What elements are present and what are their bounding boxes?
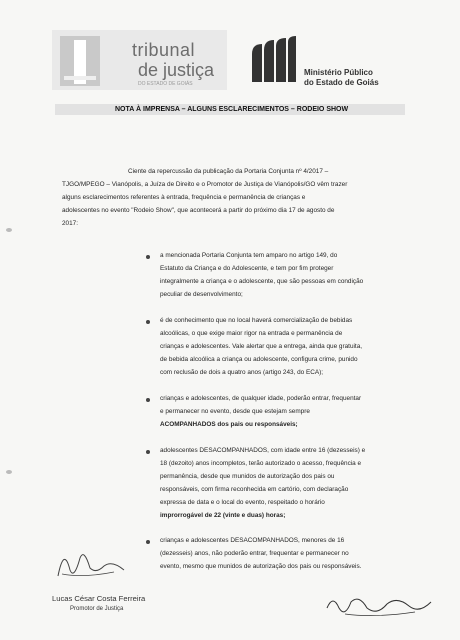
intro-line-2: TJGO/MPEGO – Vianópolis, a Juíza de Direito e o Promotor de Justiça de Vianópolis/GO vêm trazer xyxy=(62,181,348,188)
tj-title-line1: tribunal xyxy=(132,40,196,60)
item-4-line-4: responsáveis, com firma reconhecida em cartório, com declaração xyxy=(160,486,349,493)
item-2-line-3: crianças e adolescentes. Vale alertar que a entrega, ainda que gratuita, xyxy=(160,343,363,350)
item-3-line-3: ACOMPANHADOS dos pais ou responsáveis; xyxy=(160,421,298,428)
item-4-line-1: adolescentes DESACOMPANHADOS, com idade entre 16 (dezesseis) e xyxy=(160,447,366,454)
item-2-line-2: alcoólicas, o que exige maior rigor na entrada e permanência de xyxy=(160,330,343,337)
mp-name: Ministério Público do Estado de Goiás xyxy=(304,68,379,87)
item-2-line-4: de bebida alcoólica a criança ou adolescente, configura crime, punido xyxy=(160,356,358,363)
item-5-line-1: crianças e adolescentes DESACOMPANHADOS, menores de 16 xyxy=(160,537,345,544)
bullet xyxy=(146,398,150,402)
item-1-line-1: a mencionada Portaria Conjunta tem amparo no artigo 149, do xyxy=(160,252,338,259)
punch-hole xyxy=(6,470,12,474)
item-5-line-3: evento, mesmo que munidos de autorização dos pais ou responsáveis. xyxy=(160,563,362,570)
intro-line-3: alguns esclarecimentos referentes à entrada, frequência e permanência de crianças e xyxy=(62,194,306,201)
document-title: NOTA À IMPRENSA – ALGUNS ESCLARECIMENTOS – RODEIO SHOW xyxy=(115,106,349,113)
bullet xyxy=(146,450,150,454)
signature-left-scribble xyxy=(54,540,134,580)
item-2-line-1: é de conhecimento que no local haverá comercialização de bebidas xyxy=(160,317,353,324)
item-1-line-4: peculiar de desenvolvimento; xyxy=(160,291,243,298)
signature-left-name: Lucas César Costa Ferreira xyxy=(52,594,146,603)
tj-logo xyxy=(52,30,227,90)
tj-emblem-icon xyxy=(60,36,100,86)
item-3-line-1: crianças e adolescentes, de qualquer idade, poderão entrar, frequentar xyxy=(160,395,362,402)
item-4-line-5: expressa de data e o local do evento, respeitado o horário xyxy=(160,499,325,506)
bullet xyxy=(146,255,150,259)
bullet xyxy=(146,540,150,544)
item-1-line-2: Estatuto da Criança e do Adolescente, e tem por fim proteger xyxy=(160,265,334,272)
intro-line-5: 2017: xyxy=(62,220,78,227)
item-3-line-2: e permanecer no evento, desde que estejam sempre xyxy=(160,408,310,415)
item-4-line-6: improrrogável de 22 (vinte e duas) horas; xyxy=(160,512,286,519)
signature-left-role: Promotor de Justiça xyxy=(70,606,124,612)
item-2-line-5: com reclusão de dois a quatro anos (artigo 243, do ECA); xyxy=(160,369,324,376)
letterhead xyxy=(52,28,422,96)
bullet xyxy=(146,320,150,324)
tj-title-line2: de justiça xyxy=(138,60,215,80)
punch-hole xyxy=(6,228,12,232)
item-1-line-3: integralmente a criança e o adolescente, que são pessoas em condição xyxy=(160,278,364,285)
mp-emblem-icon xyxy=(250,36,298,84)
intro-line-1: Ciente da repercussão da publicação da Portaria Conjunta nº 4/2017 – xyxy=(128,168,329,175)
tj-subtitle: DO ESTADO DE GOIÁS xyxy=(138,81,193,87)
item-4-line-3: permanência, desde que munidos de autorização dos pais ou xyxy=(160,473,335,480)
intro-line-4: adolescentes no evento "Rodeio Show", que acontecerá a partir do próximo dia 17 de agosto de xyxy=(62,207,335,214)
item-4-line-2: 18 (dezoito) anos incompletos, terão autorizado o acesso, frequência e xyxy=(160,460,362,467)
signature-right-scribble xyxy=(325,590,435,620)
item-5-line-2: (dezesseis) anos, não poderão entrar, frequentar e permanecer no xyxy=(160,550,349,557)
